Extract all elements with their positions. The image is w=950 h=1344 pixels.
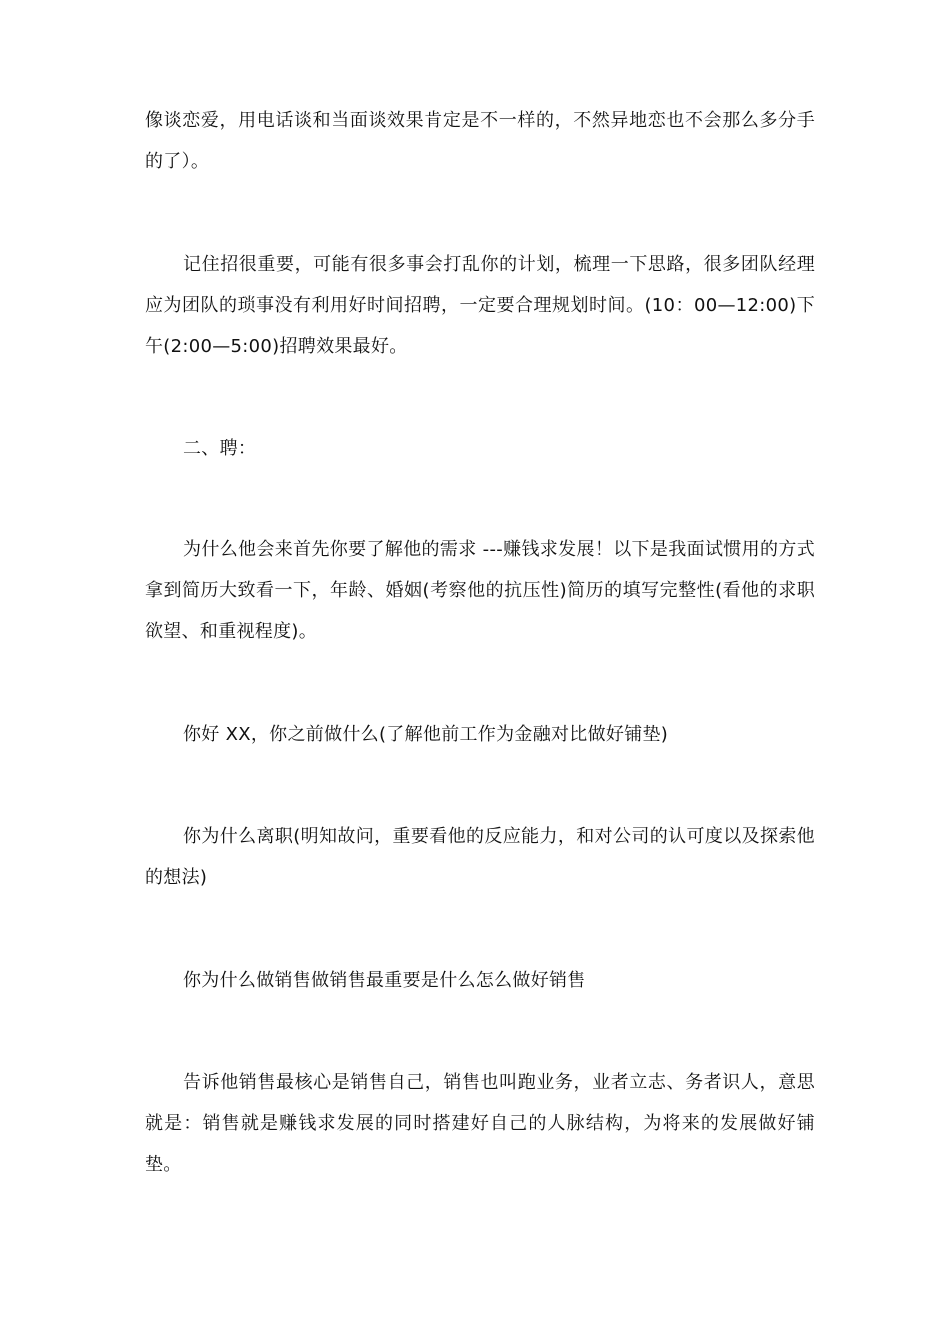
paragraph-question-sales: 你为什么做销售做销售最重要是什么怎么做好销售: [183, 970, 586, 991]
paragraph-question-resignation: 你为什么离职(明知故问，重要看他的反应能力，和对公司的认可度以及探索他的想法): [145, 826, 815, 888]
paragraph-continuation: 像谈恋爱，用电话谈和当面谈效果肯定是不一样的，不然异地恋也不会那么多分手的了）。: [145, 110, 815, 172]
paragraph-recruit-timing: 记住招很重要，可能有很多事会打乱你的计划，梳理一下思路，很多团队经理应为团队的琐事没有利用好时间招聘，一定要合理规划时间。(10：00—12:00)下午(2:00—5:00)招聘效果最好。: [145, 254, 815, 357]
section-heading-hire: 二、聘：: [183, 438, 257, 459]
paragraph-sales-core: 告诉他销售最核心是销售自己，销售也叫跑业务，业者立志、务者识人，意思就是：销售就是赚钱求发展的同时搭建好自己的人脉结构，为将来的发展做好铺垫。: [145, 1072, 815, 1175]
paragraph-interview-method: 为什么他会来首先你要了解他的需求 ---赚钱求发展！以下是我面试惯用的方式拿到简历大致看一下，年龄、婚姻(考察他的抗压性)简历的填写完整性(看他的求职欲望、和重视程度)。: [145, 539, 815, 642]
paragraph-question-previous-job: 你好 XX，你之前做什么(了解他前工作为金融对比做好铺垫): [183, 724, 669, 745]
